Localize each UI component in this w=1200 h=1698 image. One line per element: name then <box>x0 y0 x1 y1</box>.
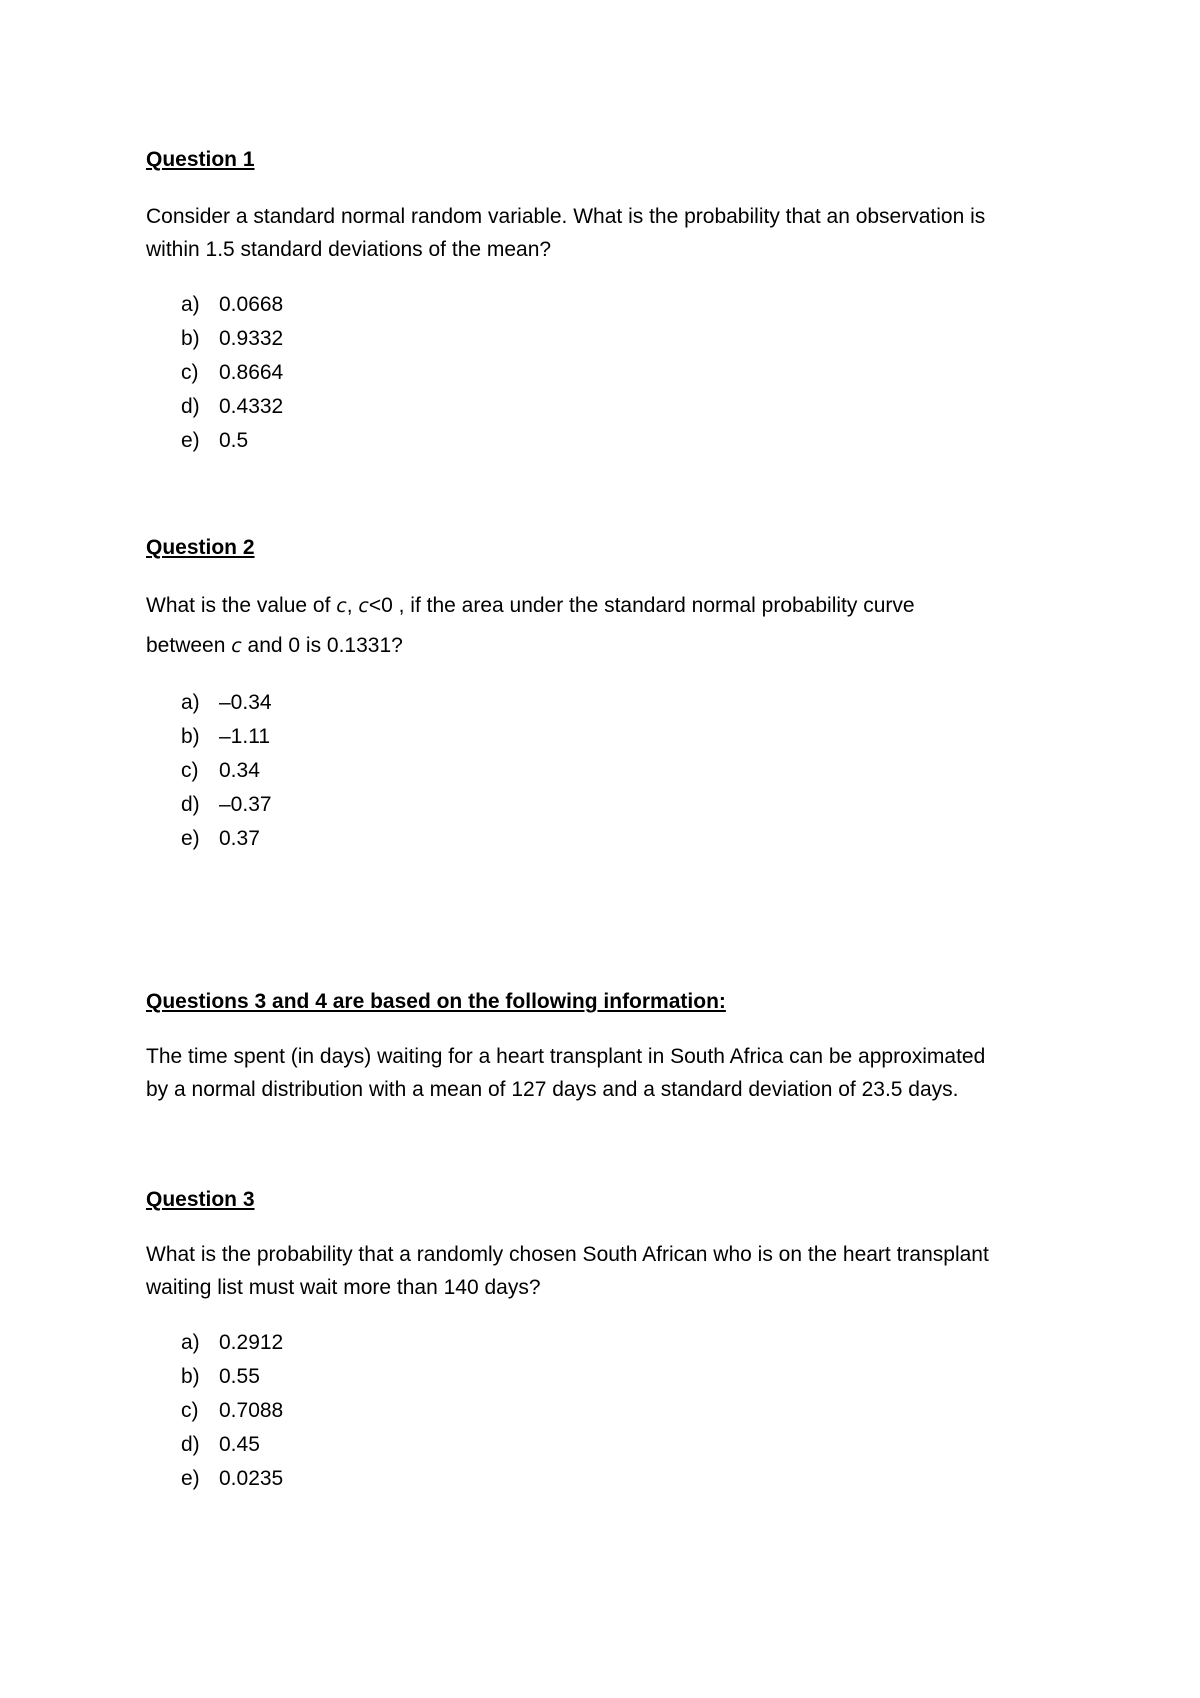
question-2-options <box>181 686 272 856</box>
option-item <box>181 1394 283 1428</box>
shared-info-text <box>146 1040 1076 1106</box>
option-item <box>181 1428 283 1462</box>
option-item <box>181 1462 283 1496</box>
option-value: 0.2912 <box>219 1331 284 1354</box>
question-2-text <box>146 586 1076 666</box>
variable-c: c <box>358 595 369 617</box>
option-letter: a) <box>181 1331 200 1354</box>
question-3-text-line-2: waiting list must wait more than 140 days? <box>146 1276 541 1299</box>
option-letter: d) <box>181 395 200 418</box>
option-item <box>181 788 272 822</box>
option-item <box>181 822 272 856</box>
option-letter: b) <box>181 1365 200 1388</box>
question-3-text <box>146 1238 1076 1304</box>
option-item <box>181 390 283 424</box>
option-item <box>181 1360 283 1394</box>
option-value: 0.37 <box>219 827 260 850</box>
question-2-heading: Question 2 <box>146 536 255 559</box>
option-letter: e) <box>181 429 200 452</box>
option-value: 0.0668 <box>219 293 284 316</box>
option-value: –0.37 <box>219 793 272 816</box>
option-value: 0.55 <box>219 1365 260 1388</box>
option-value: 0.0235 <box>219 1467 284 1490</box>
option-item <box>181 322 283 356</box>
option-value: 0.45 <box>219 1433 260 1456</box>
question-1-options <box>181 288 283 458</box>
option-item <box>181 424 283 458</box>
shared-info-text-line-1: The time spent (in days) waiting for a heart transplant in South Africa can be approximated <box>146 1045 986 1068</box>
variable-c: c <box>231 635 242 657</box>
option-letter: d) <box>181 793 200 816</box>
option-value: 0.4332 <box>219 395 284 418</box>
variable-c: c <box>336 595 347 617</box>
option-value: 0.8664 <box>219 361 284 384</box>
option-letter: d) <box>181 1433 200 1456</box>
option-letter: c) <box>181 361 199 384</box>
option-letter: c) <box>181 1399 199 1422</box>
question-2-text-line-1 <box>146 586 1076 626</box>
option-value: 0.9332 <box>219 327 284 350</box>
q2-text-part: <0 , if the area under the standard normal probability curve <box>368 594 915 617</box>
question-1-text-line-1: Consider a standard normal random variable. What is the probability that an observation is <box>146 205 986 228</box>
option-item <box>181 754 272 788</box>
option-item <box>181 356 283 390</box>
question-2-text-line-2 <box>146 626 1076 666</box>
option-letter: a) <box>181 293 200 316</box>
option-letter: a) <box>181 691 200 714</box>
q2-text-part: and 0 is 0.1331? <box>241 634 403 657</box>
option-letter: e) <box>181 827 200 850</box>
option-item <box>181 288 283 322</box>
option-value: 0.5 <box>219 429 249 452</box>
option-letter: b) <box>181 327 200 350</box>
question-3-heading: Question 3 <box>146 1188 255 1211</box>
question-1-text <box>146 200 1076 266</box>
q2-text-part: between <box>146 634 232 657</box>
option-value: –1.11 <box>219 725 270 748</box>
option-item <box>181 720 272 754</box>
option-value: –0.34 <box>219 691 272 714</box>
q2-text-part: What is the value of <box>146 594 337 617</box>
shared-info-text-line-2: by a normal distribution with a mean of 127 days and a standard deviation of 23.5 days. <box>146 1078 959 1101</box>
q2-text-part: , <box>346 594 359 617</box>
option-value: 0.34 <box>219 759 260 782</box>
option-item <box>181 686 272 720</box>
question-1-heading: Question 1 <box>146 148 255 171</box>
option-letter: b) <box>181 725 200 748</box>
question-3-text-line-1: What is the probability that a randomly chosen South African who is on the heart transplant <box>146 1243 989 1266</box>
question-3-options <box>181 1326 283 1496</box>
option-letter: e) <box>181 1467 200 1490</box>
shared-info-heading: Questions 3 and 4 are based on the following information: <box>146 990 726 1013</box>
question-1-text-line-2: within 1.5 standard deviations of the mean? <box>146 238 552 261</box>
option-value: 0.7088 <box>219 1399 284 1422</box>
option-letter: c) <box>181 759 199 782</box>
option-item <box>181 1326 283 1360</box>
